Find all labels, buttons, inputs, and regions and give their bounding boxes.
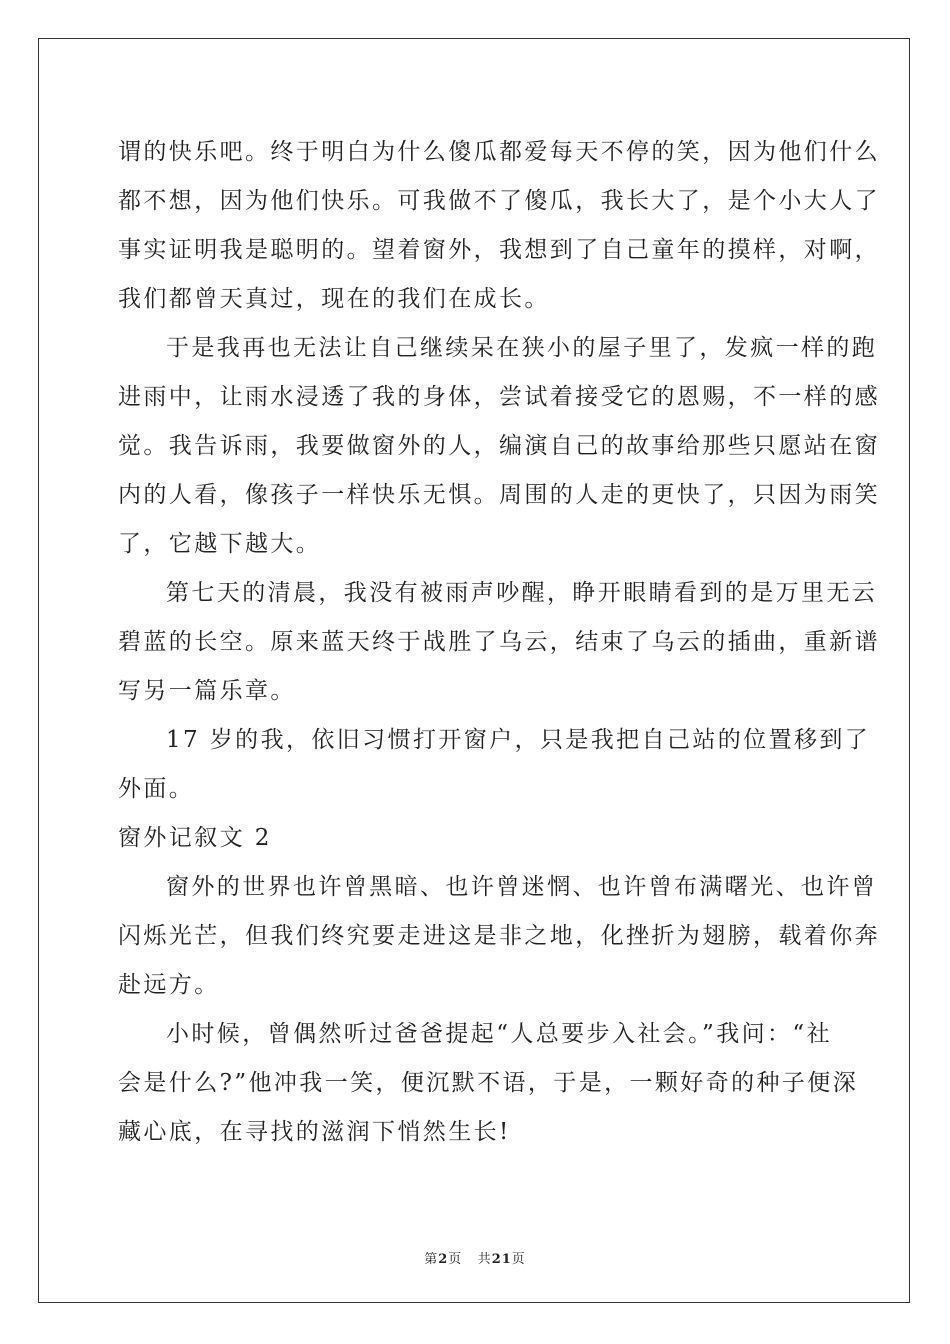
- page-prefix: 第: [424, 1252, 439, 1267]
- text-line: 闪烁光芒，但我们终究要走进这是非之地，化挫折为翅膀，载着你奔: [118, 923, 880, 949]
- text-line: 小时候，曾偶然听过爸爸提起“人总要步入社会。”我问：“社: [166, 1021, 832, 1047]
- total-pages: 21: [491, 1252, 512, 1267]
- text-line: 第七天的清晨，我没有被雨声吵醒，睁开眼睛看到的是万里无云: [166, 580, 878, 606]
- text-line: 谓的快乐吧。终于明白为什么傻瓜都爱每天不停的笑，因为他们什么: [118, 139, 880, 165]
- text-line: 藏心底，在寻找的滋润下悄然生长!: [118, 1119, 511, 1145]
- text-line: 写另一篇乐章。: [118, 678, 296, 704]
- text-line: 窗外的世界也许曾黑暗、也许曾迷惘、也许曾布满曙光、也许曾: [166, 874, 878, 900]
- page-number: 2: [438, 1252, 449, 1267]
- text-line: 内的人看，像孩子一样快乐无惧。周围的人走的更快了，只因为雨笑: [118, 482, 880, 508]
- total-suffix: 页: [511, 1252, 526, 1267]
- text-line: 17 岁的我，依旧习惯打开窗户，只是我把自己站的位置移到了: [166, 727, 871, 753]
- text-line: 于是我再也无法让自己继续呆在狭小的屋子里了，发疯一样的跑: [166, 335, 878, 361]
- page-footer: [0, 1248, 950, 1267]
- text-line: 外面。: [118, 776, 195, 802]
- text-line: 都不想，因为他们快乐。可我做不了傻瓜，我长大了，是个小大人了: [118, 188, 880, 214]
- text-line: 碧蓝的长空。原来蓝天终于战胜了乌云，结束了乌云的插曲，重新谱: [118, 629, 880, 655]
- text-line: 我们都曾天真过，现在的我们在成长。: [118, 286, 550, 312]
- text-line: 觉。我告诉雨，我要做窗外的人，编演自己的故事给那些只愿站在窗: [118, 433, 880, 459]
- page-suffix: 页: [448, 1252, 463, 1267]
- text-line: 会是什么?”他冲我一笑，便沉默不语，于是，一颗好奇的种子便深: [118, 1070, 859, 1096]
- text-line: 赴远方。: [118, 972, 220, 998]
- text-line: 进雨中，让雨水浸透了我的身体，尝试着接受它的恩赐，不一样的感: [118, 384, 880, 410]
- text-line: 事实证明我是聪明的。望着窗外，我想到了自己童年的摸样，对啊，: [118, 237, 880, 263]
- section-heading: 窗外记叙文 2: [118, 825, 272, 851]
- document-body: [118, 128, 880, 1157]
- text-line: 了，它越下越大。: [118, 531, 322, 557]
- total-prefix: 共: [477, 1252, 492, 1267]
